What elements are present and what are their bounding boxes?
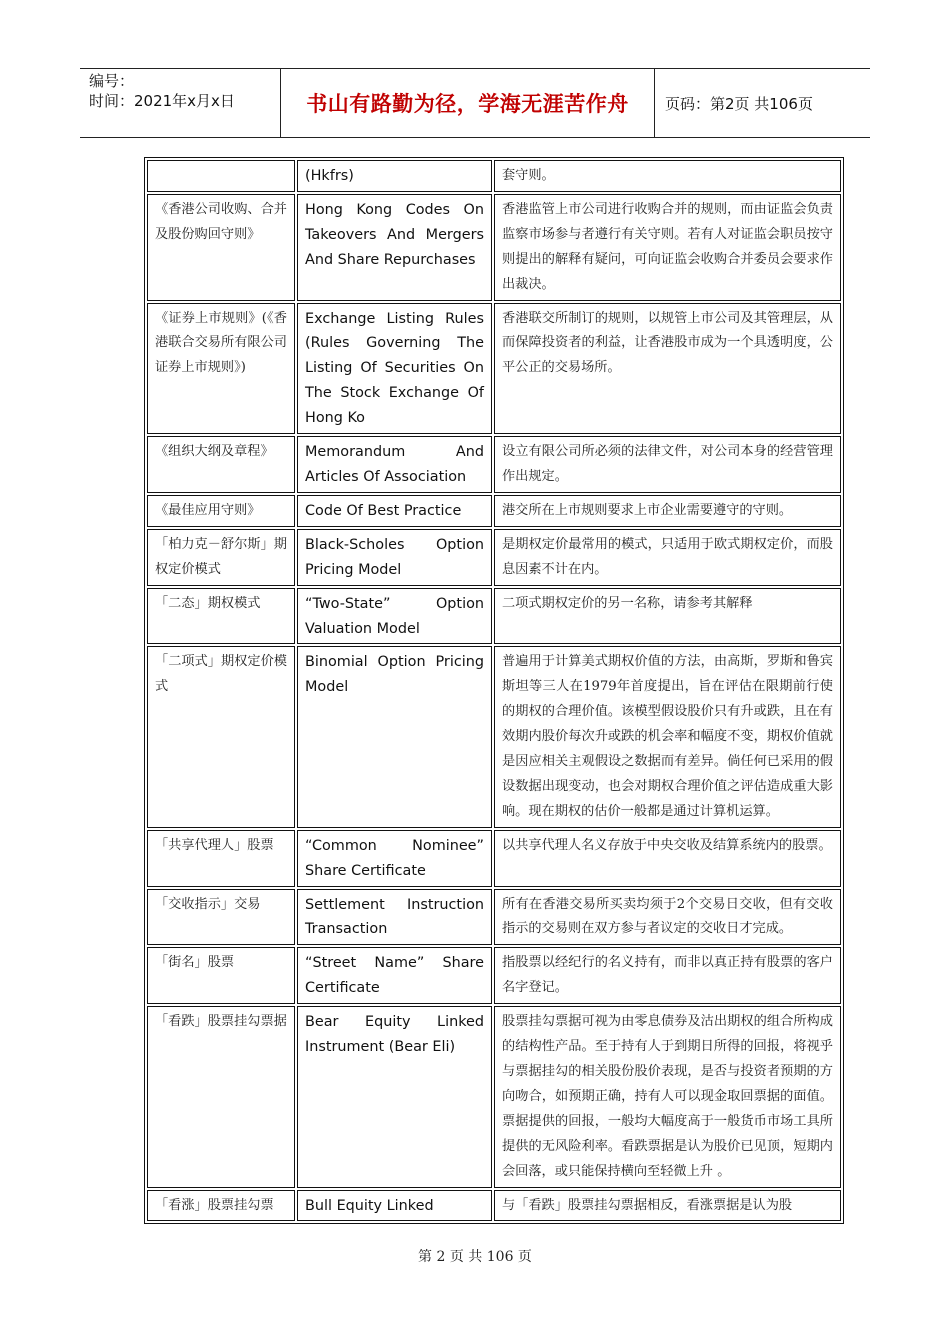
glossary-table (144, 157, 844, 1224)
term-chinese: 「二项式」期权定价模式 (147, 646, 295, 827)
term-definition: 以共享代理人名义存放于中央交收及结算系统内的股票。 (494, 830, 841, 887)
term-chinese: 「柏力克－舒尔斯」期权定价模式 (147, 529, 295, 586)
table-row (147, 588, 841, 645)
term-chinese: 「看涨」股票挂勾票 (147, 1190, 295, 1222)
term-chinese: 「交收指示」交易 (147, 889, 295, 946)
table-row (147, 160, 841, 192)
table-row (147, 495, 841, 527)
term-definition: 设立有限公司所必须的法律文件，对公司本身的经营管理作出规定。 (494, 436, 841, 493)
table-row (147, 830, 841, 887)
term-chinese: 「共享代理人」股票 (147, 830, 295, 887)
term-english: (Hkfrs) (297, 160, 492, 192)
table-row (147, 194, 841, 301)
document-number-label: 编号： (89, 72, 135, 90)
term-english: Memorandum And Articles Of Association (297, 436, 492, 493)
page-footer: 第 2 页 共 106 页 (418, 1249, 532, 1265)
table-row (147, 529, 841, 586)
header-motto: 书山有路勤为径，学海无涯苦作舟 (281, 69, 655, 137)
term-english: Code Of Best Practice (297, 495, 492, 527)
term-definition: 套守则。 (494, 160, 841, 192)
term-definition: 二项式期权定价的另一名称，请参考其解释 (494, 588, 841, 645)
header-page-number: 页码：第2页 共106页 (665, 94, 813, 113)
term-english: Black-Scholes Option Pricing Model (297, 529, 492, 586)
term-chinese: 「看跌」股票挂勾票据 (147, 1006, 295, 1187)
term-chinese: 「二态」期权模式 (147, 588, 295, 645)
term-definition: 香港联交所制订的规则，以规管上市公司及其管理层，从而保障投资者的利益，让香港股市成为一个具透明度，公平公正的交易场所。 (494, 303, 841, 435)
term-definition: 是期权定价最常用的模式，只适用于欧式期权定价，而股息因素不计在内。 (494, 529, 841, 586)
term-english: Bull Equity Linked (297, 1190, 492, 1222)
table-row (147, 303, 841, 435)
table-row (147, 1006, 841, 1187)
term-chinese: 「街名」股票 (147, 947, 295, 1004)
term-definition: 指股票以经纪行的名义持有，而非以真正持有股票的客户名字登记。 (494, 947, 841, 1004)
header-meta (80, 69, 281, 137)
term-english: “Street Name” Share Certificate (297, 947, 492, 1004)
page-header (80, 68, 870, 138)
table-row (147, 436, 841, 493)
term-definition: 普遍用于计算美式期权价值的方法，由高斯，罗斯和鲁宾斯坦等三人在1979年首度提出，旨在评估在限期前行使的期权的合理价值。该模型假设股价只有升或跌，且在有效期内股价每次升或跌的机会率和幅度不变，期权价值就是因应相关主观假设之数据而有差异。倘任何已采用的假设数据出现变动，也会对期权合理价值之评估造成重大影响。现在期权的估价一般都是通过计算机运算。 (494, 646, 841, 827)
term-chinese: 《组织大纲及章程》 (147, 436, 295, 493)
term-chinese: 《最佳应用守则》 (147, 495, 295, 527)
term-chinese: 《香港公司收购、合并及股份购回守则》 (147, 194, 295, 301)
term-english: Hong Kong Codes On Takeovers And Mergers And Share Repurchases (297, 194, 492, 301)
term-chinese: 《证券上市规则》(《香港联合交易所有限公司证券上市规则》) (147, 303, 295, 435)
term-chinese (147, 160, 295, 192)
term-english: “Two-State” Option Valuation Model (297, 588, 492, 645)
term-definition: 香港监管上市公司进行收购合并的规则，而由证监会负责监察市场参与者遵行有关守则。若有人对证监会职员按守则提出的解释有疑问，可向证监会收购合并委员会要求作出裁决。 (494, 194, 841, 301)
term-english: Binomial Option Pricing Model (297, 646, 492, 827)
term-english: “Common Nominee” Share Certificate (297, 830, 492, 887)
term-definition: 所有在香港交易所买卖均须于2个交易日交收，但有交收指示的交易则在双方参与者议定的交收日才完成。 (494, 889, 841, 946)
table-row (147, 1190, 841, 1222)
document-date-label: 时间：2021年x月x日 (89, 92, 235, 110)
term-definition: 港交所在上市规则要求上市企业需要遵守的守则。 (494, 495, 841, 527)
term-english: Bear Equity Linked Instrument (Bear Eli) (297, 1006, 492, 1187)
table-row (147, 889, 841, 946)
term-english: Settlement Instruction Transaction (297, 889, 492, 946)
table-row (147, 947, 841, 1004)
term-english: Exchange Listing Rules (Rules Governing The Listing Of Securities On The Stock Exchange Of Hong Ko (297, 303, 492, 435)
term-definition: 与「看跌」股票挂勾票据相反，看涨票据是认为股 (494, 1190, 841, 1222)
term-definition: 股票挂勾票据可视为由零息债券及沽出期权的组合所构成的结构性产品。至于持有人于到期日所得的回报，将视乎与票据挂勾的相关股份股价表现，是否与投资者预期的方向吻合，如预期正确，持有人可以现金取回票据的面值。票据提供的回报，一般均大幅度高于一般货币市场工具所提供的无风险利率。看跌票据是认为股价已见顶，短期内会回落，或只能保持横向至轻微上升 。 (494, 1006, 841, 1187)
table-row (147, 646, 841, 827)
